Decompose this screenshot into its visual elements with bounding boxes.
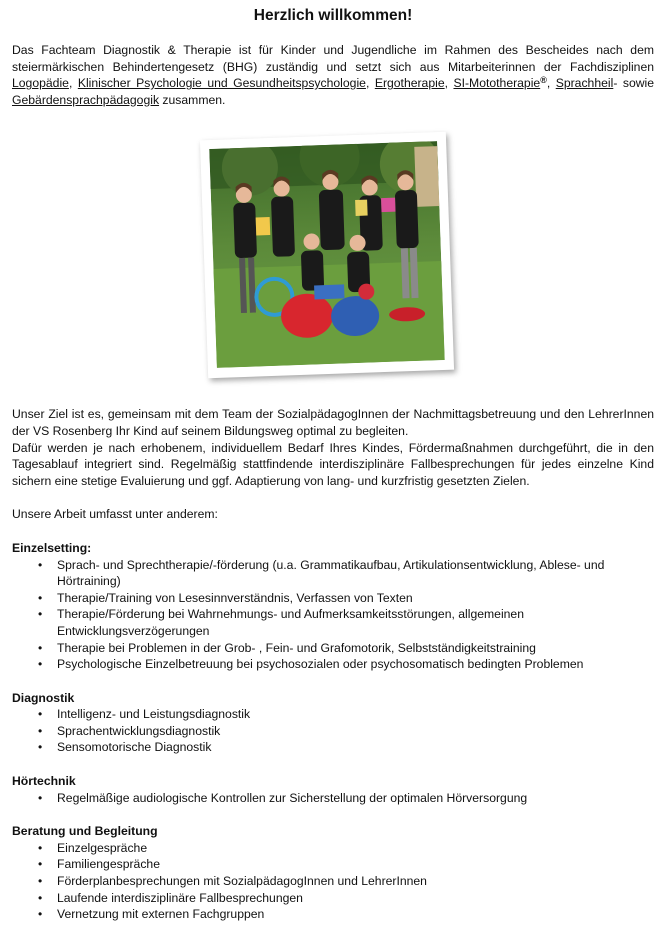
section-heading: Hörtechnik	[12, 774, 76, 789]
measures-paragraph: Dafür werden je nach erhobenem, individuellem Bedarf Ihres Kindes, Fördermaßnahmen durchgeführt, die in den Tagesablauf integriert sind. Regelmäßig stattfindende interdisziplinäre Fallbesprechungen für jedes einzelne Kind sichern eine stetige Evaluierung und ggf. Adaptierung von lang- und kurzfristig gesetzten Zielen.	[12, 440, 654, 488]
separator: - sowie	[613, 76, 655, 91]
link-psychologie[interactable]: Klinischer Psychologie und Gesundheitspsychologie	[77, 76, 366, 91]
registered-mark: ®	[540, 75, 547, 86]
list-item: • Therapie/Training von Lesesinnverständnis, Verfassen von Texten	[12, 590, 654, 607]
intro-text-end: zusammen.	[159, 92, 226, 107]
page-title: Herzlich willkommen!	[253, 7, 413, 24]
list-einzelsetting	[12, 557, 654, 673]
link-si-mototherapie[interactable]: SI-Mototherapie	[453, 76, 541, 91]
list-hoertechnik	[12, 790, 654, 807]
list-item: • Sprach- und Sprechtherapie/-förderung (u.a. Grammatikaufbau, Artikulationsentwicklung, Ablese- und Hörtraining)	[12, 557, 654, 590]
list-item: • Laufende interdisziplinäre Fallbesprechungen	[12, 890, 654, 907]
goal-paragraph: Unser Ziel ist es, gemeinsam mit dem Team der SozialpädagogInnen der Nachmittagsbetreuung und den LehrerInnen der VS Rosenberg Ihr Kind auf seinem Bildungsweg optimal zu begleiten.	[12, 407, 654, 438]
list-beratung	[12, 840, 654, 923]
list-item: • Förderplanbesprechungen mit SozialpädagogInnen und LehrerInnen	[12, 873, 654, 890]
separator: ,	[444, 76, 454, 91]
section-heading: Beratung und Begleitung	[12, 824, 158, 839]
list-item: • Therapie/Förderung bei Wahrnehmungs- und Aufmerksamkeitsstörungen, allgemeinen Entwicklungsverzögerungen	[12, 606, 654, 639]
list-diagnostik	[12, 706, 654, 756]
photo-area	[12, 116, 654, 406]
separator: ,	[365, 76, 375, 91]
intro-text: Das Fachteam Diagnostik & Therapie ist für Kinder und Jugendliche im Rahmen des Bescheides nach dem steiermärkischen Behindertengesetz (BHG) zuständig und setzt sich aus Mitarbeiterinnen der Fachdisziplinen	[12, 43, 654, 74]
separator: ,	[546, 76, 556, 91]
list-item: • Sprachentwicklungsdiagnostik	[12, 723, 654, 740]
link-logopaedie[interactable]: Logopädie	[12, 76, 69, 91]
work-intro: Unsere Arbeit umfasst unter anderem:	[12, 507, 218, 522]
page	[0, 6, 666, 926]
list-item: • Einzelgespräche	[12, 840, 654, 857]
section-beratung	[12, 823, 654, 923]
list-item: • Psychologische Einzelbetreuung bei psychosozialen oder psychosomatisch bedingten Problemen	[12, 656, 654, 673]
list-item: • Familiengespräche	[12, 856, 654, 873]
team-photo-frame	[200, 132, 454, 378]
section-heading: Einzelsetting:	[12, 540, 92, 555]
link-ergotherapie[interactable]: Ergotherapie	[374, 76, 445, 91]
list-item: • Sensomotorische Diagnostik	[12, 739, 654, 756]
section-einzelsetting	[12, 540, 654, 673]
intro-paragraph	[12, 42, 654, 108]
link-gebaerdensprachpaedagogik[interactable]: Gebärdensprachpädagogik	[12, 92, 160, 107]
list-item: • Vernetzung mit externen Fachgruppen	[12, 906, 654, 923]
separator: ,	[68, 76, 78, 91]
section-diagnostik	[12, 690, 654, 756]
list-item: • Intelligenz- und Leistungsdiagnostik	[12, 706, 654, 723]
section-heading: Diagnostik	[12, 690, 75, 705]
team-photo-icon	[209, 141, 445, 368]
list-item: • Therapie bei Problemen in der Grob- , Fein- und Grafomotorik, Selbstständigkeitstraining	[12, 640, 654, 657]
list-item: • Regelmäßige audiologische Kontrollen zur Sicherstellung der optimalen Hörversorgung	[12, 790, 654, 807]
link-sprachheil[interactable]: Sprachheil	[555, 76, 614, 91]
section-hoertechnik	[12, 773, 654, 806]
